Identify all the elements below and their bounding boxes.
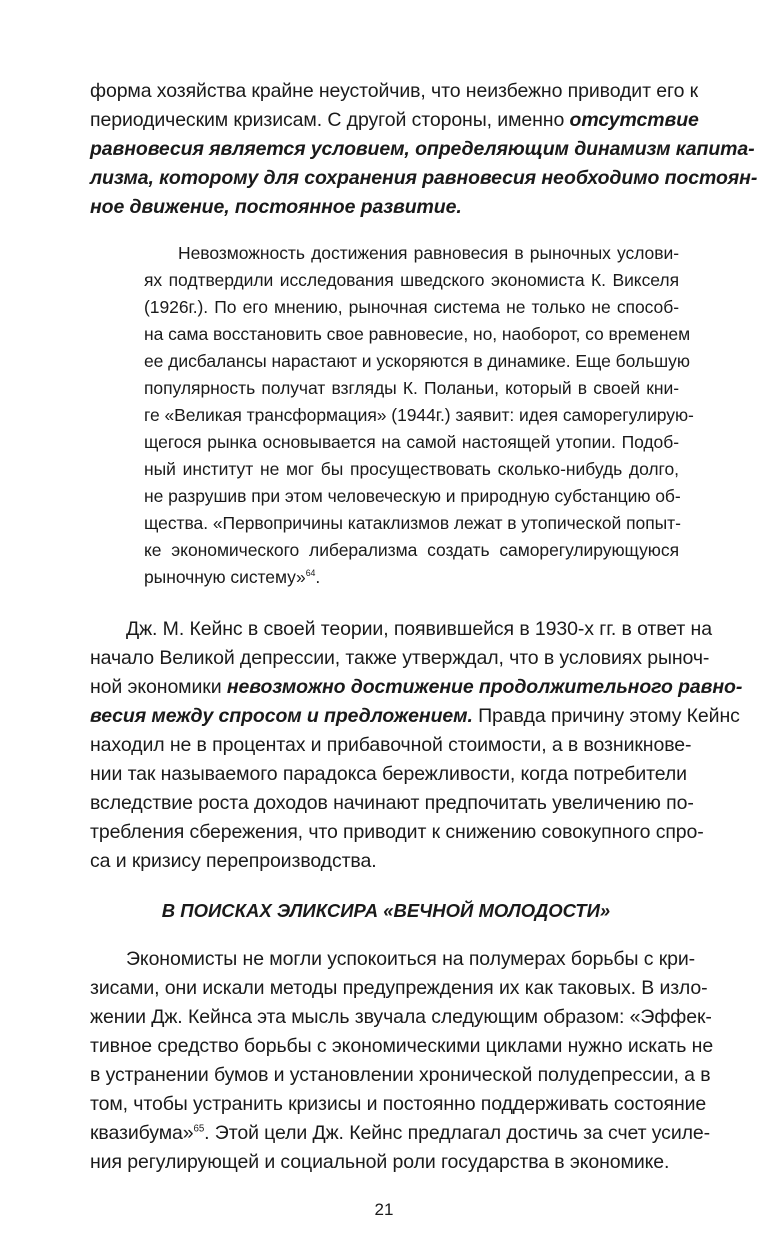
paragraph-3-line-8: ния регулирующей и социальной роли государства в экономике. xyxy=(90,1151,670,1173)
emphasis-text: весия между спросом и предложением. xyxy=(90,705,473,727)
quote-line-12: ке экономического либерализма создать саморегулирующуюся xyxy=(144,540,679,560)
paragraph-2-line-4 xyxy=(90,701,740,731)
footnote-ref-65[interactable]: 65 xyxy=(193,1123,205,1135)
quote-line-7: ге «Великая трансформация» (1944г.) заявит: идея саморегулирую- xyxy=(144,405,694,425)
paragraph-2-line-2: начало Великой депрессии, также утверждал, что в условиях рыноч- xyxy=(90,647,710,669)
paragraph-3-line-3: жении Дж. Кейнса эта мысль звучала следующим образом: «Эффек- xyxy=(90,1006,712,1028)
paragraph-1-line-3: равновесия является условием, определяющим динамизм капита- xyxy=(90,138,755,160)
paragraph-1-line-1: форма хозяйства крайне неустойчив, что неизбежно приводит его к xyxy=(90,80,699,102)
paragraph-2-line-7: вследствие роста доходов начинают предпочитать увеличению по- xyxy=(90,792,694,814)
quote-line-10: не разрушив при этом человеческую и природную субстанцию об- xyxy=(144,486,681,506)
paragraph-1-line-5: ное движение, постоянное развитие. xyxy=(90,196,462,218)
text-run: . Этой цели Дж. Кейнс предлагал достичь за счет усиле- xyxy=(204,1122,711,1144)
paragraph-3-line-6: том, чтобы устранить кризисы и постоянно поддерживать состояние xyxy=(90,1093,707,1115)
quote-line-5: ее дисбалансы нарастают и ускоряются в динамике. Еще большую xyxy=(144,351,690,371)
emphasis-text: отсутствие xyxy=(569,109,699,131)
quote-line-6: популярность получат взгляды К. Поланьи, который в своей кни- xyxy=(144,378,679,398)
text-run: . xyxy=(315,567,321,587)
quote-line-13 xyxy=(144,562,679,592)
text-run: квазибума» xyxy=(90,1122,194,1144)
paragraph-2-line-6: нии так называемого парадокса бережливости, когда потребители xyxy=(90,763,687,785)
quote-line-3: (1926г.). По его мнению, рыночная система не только не способ- xyxy=(144,297,679,317)
paragraph-2-line-5: находил не в процентах и прибавочной стоимости, а в возникнове- xyxy=(90,734,692,756)
quote-line-8: щегося рынка основывается на самой настоящей утопии. Подоб- xyxy=(144,432,679,452)
quote-line-1: Невозможность достижения равновесия в рыночных услови- xyxy=(178,243,679,263)
emphasis-text: невозможно достижение продолжительного равно- xyxy=(226,676,743,698)
paragraph-1-line-2 xyxy=(90,105,699,135)
paragraph-2-line-9: са и кризису перепроизводства. xyxy=(90,850,377,872)
paragraph-2-line-3 xyxy=(90,672,743,702)
text-run: ной экономики xyxy=(90,676,227,698)
quote-line-4: на сама восстановить свое равновесие, но, наоборот, со временем xyxy=(144,324,691,344)
text-run: Правда причину этому Кейнс xyxy=(472,705,740,727)
section-heading: В ПОИСКАХ ЭЛИКСИРА «ВЕЧНОЙ МОЛОДОСТИ» xyxy=(161,900,611,921)
footnote-ref-64[interactable]: 64 xyxy=(305,568,316,579)
paragraph-2-line-1: Дж. М. Кейнс в своей теории, появившейся в 1930-х гг. в ответ на xyxy=(126,618,712,640)
quote-line-2: ях подтвердили исследования шведского экономиста К. Викселя xyxy=(144,270,679,290)
text-run: рыночную систему» xyxy=(144,567,306,587)
quote-line-9: ный институт не мог бы просуществовать сколько-нибудь долго, xyxy=(144,459,679,479)
paragraph-2-line-8: требления сбережения, что приводит к снижению совокупного спро- xyxy=(90,821,704,843)
paragraph-3-line-7 xyxy=(90,1118,711,1148)
paragraph-3-line-1: Экономисты не могли успокоиться на полумерах борьбы с кри- xyxy=(126,948,696,970)
paragraph-3-line-5: в устранении бумов и установлении хронической полудепрессии, а в xyxy=(90,1064,711,1086)
text-run: периодическим кризисам. С другой стороны, именно xyxy=(90,109,570,131)
paragraph-3-line-4: тивное средство борьбы с экономическими циклами нужно искать не xyxy=(90,1035,714,1057)
paragraph-1-line-4: лизма, которому для сохранения равновесия необходимо постоян- xyxy=(90,167,758,189)
page-number: 21 xyxy=(374,1200,394,1219)
quote-line-11: щества. «Первопричины катаклизмов лежат в утопической попыт- xyxy=(144,513,681,533)
paragraph-3-line-2: зисами, они искали методы предупреждения их как таковых. В изло- xyxy=(90,977,708,999)
